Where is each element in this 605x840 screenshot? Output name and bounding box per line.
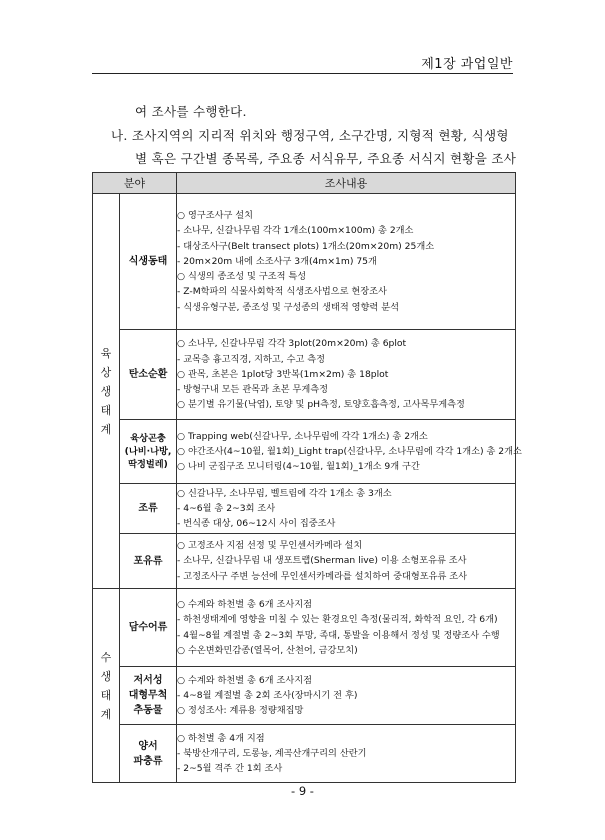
field-name-line: 파충류 <box>133 755 163 767</box>
field-name <box>120 725 177 783</box>
intro-line-2: 나. 조사지역의 지리적 위치와 행정구역, 소구간명, 지형적 현황, 식생형 <box>111 128 509 143</box>
content-line: ○ 정성조사: 계류용 정량채집망 <box>177 705 304 717</box>
field-name <box>120 667 177 725</box>
field-name-line: 대형무척 <box>128 690 168 701</box>
group-label-char: 계 <box>100 422 112 436</box>
group-label <box>93 194 120 589</box>
field-name-line: 육상곤충 <box>130 433 166 444</box>
table-row <box>93 330 516 420</box>
content-line: - 2~5월 격주 간 1회 조사 <box>177 763 283 775</box>
content-line: ○ 식생의 종조성 및 구조적 특성 <box>177 271 307 283</box>
content-line: - 북방산개구리, 도롱뇽, 계곡산개구리의 산란기 <box>177 747 367 759</box>
table-body <box>93 194 522 783</box>
survey-table <box>92 172 522 783</box>
header-field: 분야 <box>93 173 177 194</box>
content-line: ○ 나비 군집구조 모니터링(4~10월, 월1회)_1개소 9개 구간 <box>177 461 420 473</box>
content-line: - 하천생태계에 영향을 미칠 수 있는 환경요인 측정(물리적, 화학적 요인, 각 6개) <box>177 614 498 626</box>
content-line: - 교목층 흉고직경, 지하고, 수고 측정 <box>177 353 326 365</box>
content-line: ○ 신갈나무, 소나무림, 벨트림에 각각 1개소 총 3개소 <box>177 487 392 499</box>
content-cell <box>177 589 516 667</box>
content-line: ○ 영구조사구 설치 <box>177 210 253 222</box>
content-line: ○ 소나무, 신갈나무림 각각 3plot(20m×20m) 총 6plot <box>177 338 407 350</box>
content-line: ○ Trapping web(신갈나무, 소나무림에 각각 1개소) 총 2개소 <box>177 430 428 442</box>
content-line: ○ 분기별 유기물(낙엽), 토양 및 pH측정, 토양호흡측정, 고사목무게측정 <box>177 399 465 411</box>
field-name <box>120 534 177 589</box>
content-line: ○ 수계와 하천별 총 6개 조사지점 <box>177 599 312 611</box>
table-row <box>93 725 516 783</box>
group-label <box>93 589 120 783</box>
page-number: - 9 - <box>291 784 314 798</box>
field-name-line: 포유류 <box>133 555 163 567</box>
table-row <box>93 534 516 589</box>
field-name <box>120 194 177 330</box>
content-line: - 대상조사구(Belt transect plots) 1개소(20m×20m) 25개소 <box>177 240 435 252</box>
content-line: - 4~6월 총 2~3회 조사 <box>177 502 276 514</box>
content-line: ○ 수계와 하천별 총 6개 조사지점 <box>177 674 312 686</box>
intro-line-1: 여 조사를 수행한다. <box>135 104 247 119</box>
group-label-char: 생 <box>100 669 112 683</box>
group-label-char: 태 <box>100 688 112 702</box>
table-row <box>93 194 516 330</box>
content-line: - 방형구내 모든 관목과 초본 무게측정 <box>177 384 329 396</box>
group-label-char: 수 <box>100 650 112 664</box>
content-line: - 4~8월 계절별 총 2회 조사(장마시기 전 후) <box>177 689 358 701</box>
content-line: - 4월~8월 계절별 총 2~3회 투망, 족대, 통발을 이용해서 정성 및 정량조사 수행 <box>177 629 500 641</box>
table-row <box>93 589 516 667</box>
group-label-char: 상 <box>100 365 112 379</box>
group-label-char: 태 <box>100 403 112 417</box>
content-cell <box>177 330 516 420</box>
table-row <box>93 420 516 484</box>
content-line: - 20m×20m 내에 소조사구 3개(4m×1m) 75개 <box>177 255 377 267</box>
table-row <box>93 484 516 534</box>
content-line: - 식생유형구분, 종조성 및 구성종의 생태적 영향력 분석 <box>177 301 399 313</box>
field-name <box>120 589 177 667</box>
field-name-line: 조류 <box>138 503 158 514</box>
intro-line-3: 별 혹은 구간별 종목록, 주요종 서식유무, 주요종 서식지 현황을 조사 <box>135 151 517 166</box>
content-line: - 소나무, 신갈나무림 각각 1개소(100m×100m) 총 2개소 <box>177 225 414 237</box>
field-name-line: 담수어류 <box>128 622 168 633</box>
header-content: 조사내용 <box>177 173 516 194</box>
table-row <box>93 667 516 725</box>
header-rule <box>92 73 513 74</box>
field-name-line: (나비·나방, <box>124 446 172 457</box>
field-name <box>120 330 177 420</box>
content-line: - 고정조사구 주변 능선에 무인센서카메라를 설치하여 중대형포유류 조사 <box>177 570 468 582</box>
group-label-char: 계 <box>100 707 112 721</box>
field-name-line: 저서성 <box>133 675 163 686</box>
content-cell <box>177 667 516 725</box>
field-name-line: 양서 <box>138 740 158 752</box>
content-cell <box>177 725 516 783</box>
content-line: ○ 관목, 초본은 1plot당 3반복(1m×2m) 총 18plot <box>177 368 389 380</box>
content-line: ○ 하천별 총 4개 지점 <box>177 732 265 744</box>
content-line: - 소나무, 신갈나무림 내 생포트랩(Sherman live) 이용 소형포유류 조사 <box>177 555 467 567</box>
content-line: ○ 야간조사(4~10월, 월1회)_Light trap(신갈나무, 소나무림에 각각 1개소) 총 2개소 <box>177 445 522 457</box>
group-label-char: 생 <box>100 384 112 398</box>
content-line: - Z-M학파의 식물사회학적 식생조사법으로 현장조사 <box>177 286 387 298</box>
field-name <box>120 484 177 534</box>
content-line: ○ 수온변화민감종(열목어, 산천어, 금강모치) <box>177 644 358 656</box>
field-name-line: 추동물 <box>133 705 163 716</box>
content-line: - 번식종 대상, 06~12시 사이 집중조사 <box>177 518 336 530</box>
field-name-line: 식생동태 <box>128 256 168 267</box>
content-cell <box>177 420 522 484</box>
field-name-line: 탄소순환 <box>128 369 168 380</box>
content-cell <box>177 484 516 534</box>
chapter-title: 제1장 과업일반 <box>421 57 513 72</box>
field-name <box>120 420 177 484</box>
field-name-line: 딱정벌레) <box>128 459 168 470</box>
content-line: ○ 고정조사 지점 선정 및 무인센서카메라 설치 <box>177 540 363 552</box>
group-label-char: 육 <box>100 346 112 360</box>
content-cell <box>177 534 516 589</box>
content-cell <box>177 194 516 330</box>
